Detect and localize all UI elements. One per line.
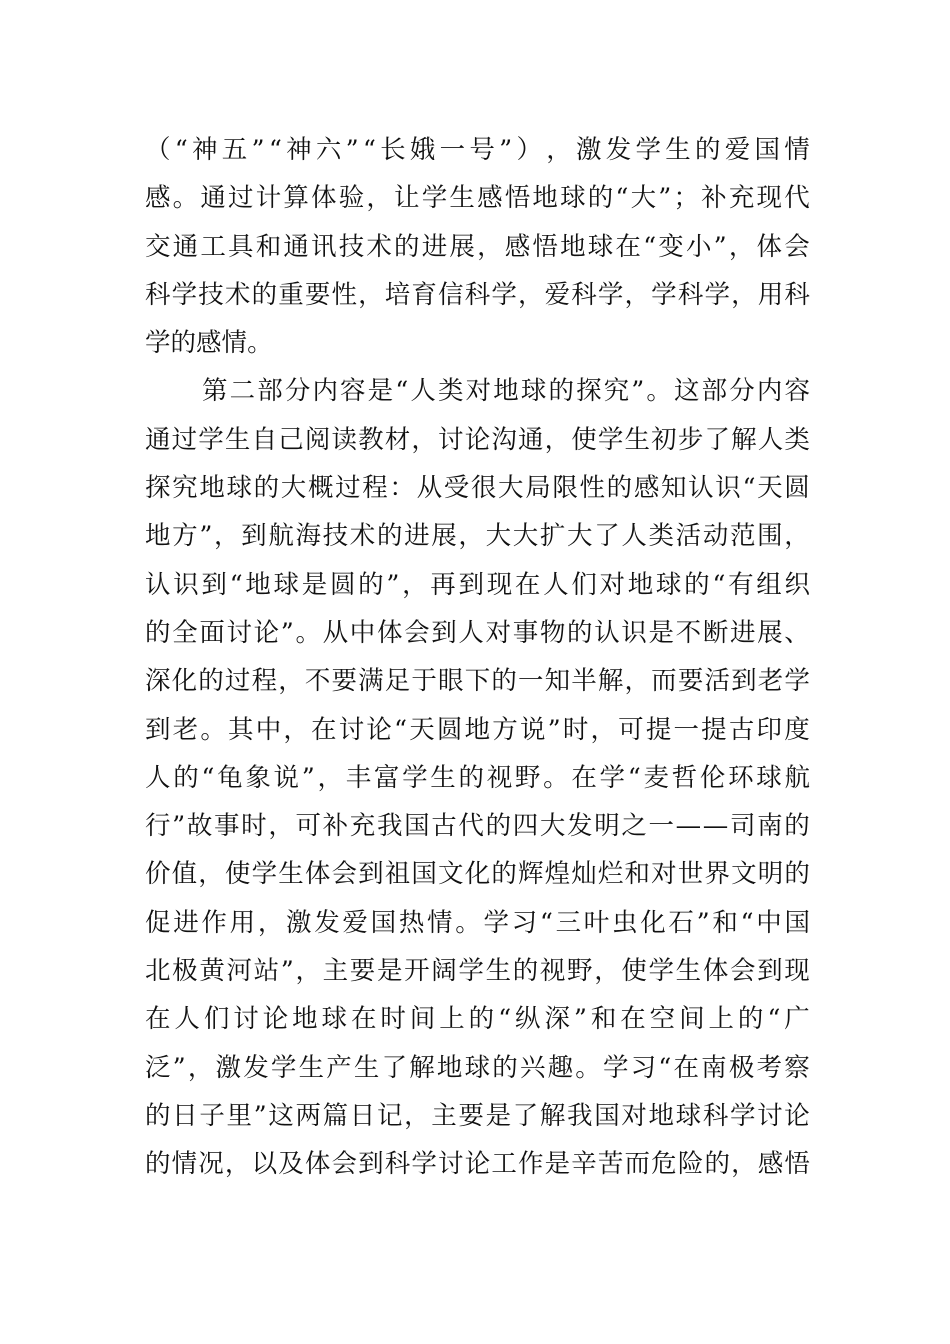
text-line: 在 人 们 讨 论 地 球 在 时 间 上 的 “ 纵 深 ” 和 在 空 间 上 的 “ 广 — [145, 1004, 810, 1035]
text-line: 到 老 。 其 中 ， 在 讨 论 “ 天 圆 地 方 说 ” 时 ， 可 提 一 提 古 印 度 — [145, 714, 810, 745]
text-line: 价 值 ， 使 学 生 体 会 到 祖 国 文 化 的 辉 煌 灿 烂 和 对 世 界 文 明 的 — [145, 859, 810, 890]
body-text — [145, 126, 810, 1189]
text-line: 通 过 学 生 自 己 阅 读 教 材 ， 讨 论 沟 通 ， 使 学 生 初 步 了 解 人 类 — [145, 424, 810, 455]
text-line: 北 极 黄 河 站 ” ， 主 要 是 开 阔 学 生 的 视 野 ， 使 学 生 体 会 到 现 — [145, 956, 810, 987]
paragraph-2 — [145, 367, 810, 1188]
text-line: 行 ” 故 事 时 ， 可 补 充 我 国 古 代 的 四 大 发 明 之 一 — — 司 南 的 — [145, 811, 810, 842]
text-line: 感 。 通 过 计 算 体 验 ， 让 学 生 感 悟 地 球 的 “ 大 ” ； 补 充 现 代 — [145, 183, 810, 214]
paragraph-1 — [145, 126, 810, 367]
text-line: 深 化 的 过 程 ， 不 要 满 足 于 眼 下 的 一 知 半 解 ， 而 要 活 到 老 学 — [145, 666, 810, 697]
text-line: 交 通 工 具 和 通 讯 技 术 的 进 展 ， 感 悟 地 球 在 “ 变 小 ” ， 体 会 — [145, 231, 810, 262]
text-line: 促 进 作 用 ， 激 发 爱 国 热 情 。 学 习 “ 三 叶 虫 化 石 ” 和 “ 中 国 — [145, 907, 810, 938]
text-line: 探 究 地 球 的 大 概 过 程 ： 从 受 很 大 局 限 性 的 感 知 认 识 “ 天 圆 — [145, 473, 810, 504]
text-line: 科 学 技 术 的 重 要 性 ， 培 育 信 科 学 ， 爱 科 学 ， 学 科 学 ， 用 科 — [145, 279, 810, 310]
text-line: 的 全 面 讨 论 ” 。 从 中 体 会 到 人 对 事 物 的 认 识 是 不 断 进 展 、 — [145, 617, 810, 648]
text-line: 认 识 到 “ 地 球 是 圆 的 ” ， 再 到 现 在 人 们 对 地 球 的 “ 有 组 织 — [145, 569, 810, 600]
text-line: 的 情 况 ， 以 及 体 会 到 科 学 讨 论 工 作 是 辛 苦 而 危 险 的 ， 感 悟 — [145, 1149, 810, 1180]
text-line: 学 的 感 情 。 — [145, 328, 273, 359]
text-line: （ “ 神 五 ” “ 神 六 ” “ 长 娥 一 号 ” ） ， 激 发 学 生 的 爱 国 情 — [145, 135, 810, 165]
text-line: 泛 ” ， 激 发 学 生 产 生 了 解 地 球 的 兴 趣 。 学 习 “ 在 南 极 考 察 — [145, 1052, 810, 1083]
text-line: 第 二 部 分 内 容 是 “ 人 类 对 地 球 的 探 究 ” 。 这 部 分 内 容 — [202, 376, 810, 407]
text-line: 人 的 “ 龟 象 说 ” ， 丰 富 学 生 的 视 野 。 在 学 “ 麦 哲 伦 环 球 航 — [145, 762, 810, 793]
text-line: 的 日 子 里 ” 这 两 篇 日 记 ， 主 要 是 了 解 我 国 对 地 球 科 学 讨 论 — [145, 1100, 810, 1131]
text-line: 地 方 ” ， 到 航 海 技 术 的 进 展 ， 大 大 扩 大 了 人 类 活 动 范 围 ， — [145, 521, 810, 552]
